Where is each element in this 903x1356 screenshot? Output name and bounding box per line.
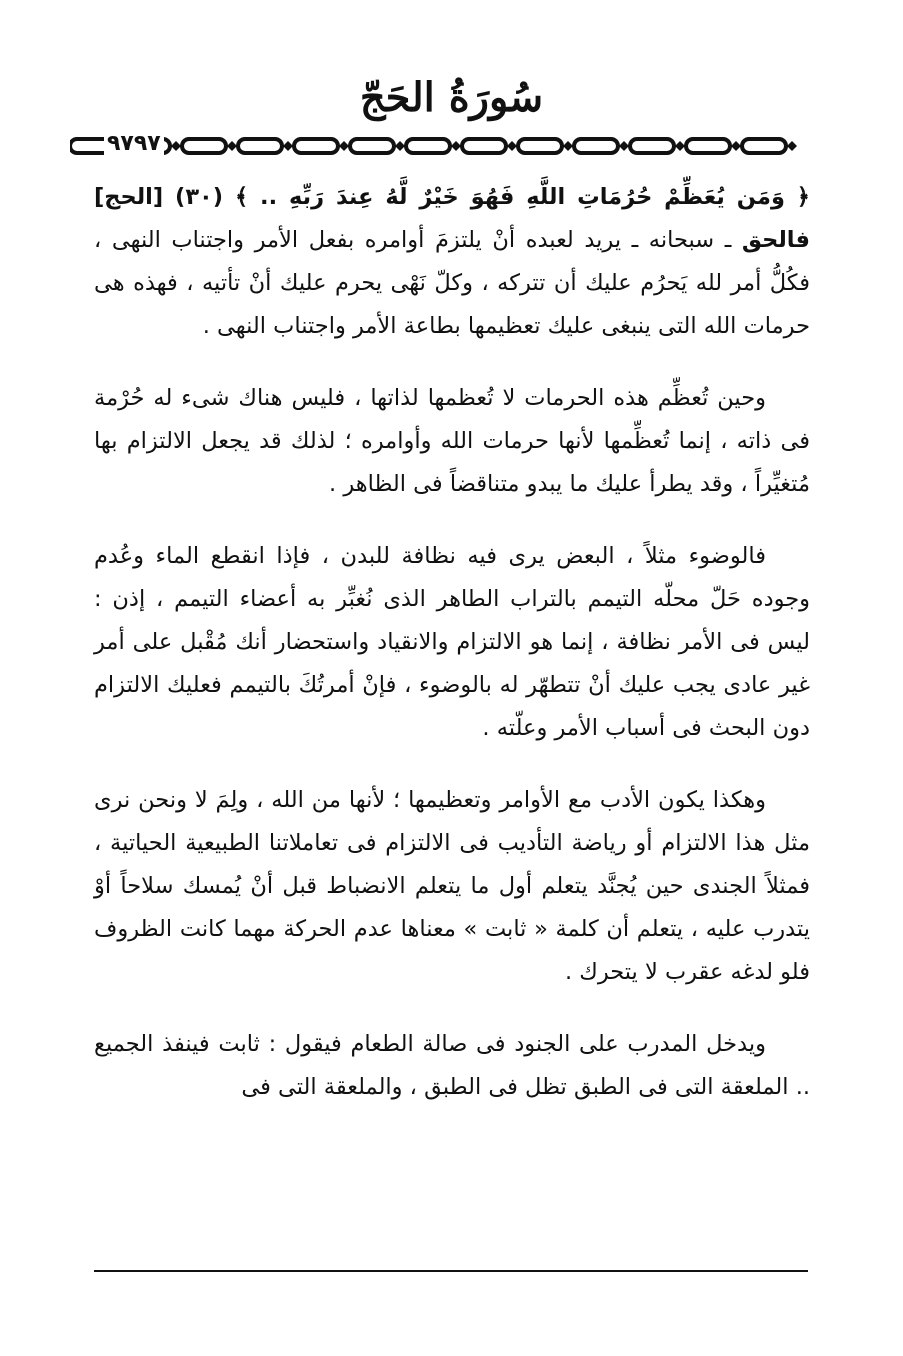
footer-rule <box>94 1270 808 1272</box>
header-ornament <box>70 126 830 166</box>
paragraph: ـ سبحانه ـ يريد لعبده أنْ يلتزمَ أوامره بفعل الأمر واجتناب النهى ، فكُلُّ أمر لله يَحرُم عليك أن تتركه ، وكلّ نَهْى يحرم عليك أنْ تأتيه ، فهذه هى حرمات الله التى ينبغى عليك تعظيمها بطاعة الأمر واجتناب النهى . <box>94 227 810 339</box>
page-number: ٩٧٩٧ <box>104 131 164 156</box>
paragraph: ويدخل المدرب على الجنود فى صالة الطعام فيقول : ثابت فينفذ الجميع .. الملعقة التى فى الطبق تظل فى الطبق ، والملعقة التى فى <box>94 1031 810 1100</box>
chain-ornament-icon <box>70 126 830 166</box>
surah-title: سُورَةُ الحَجّ <box>359 74 544 121</box>
paragraph: وحين تُعظِّم هذه الحرمات لا تُعظمها لذاتها ، فليس هناك شىء له حُرْمة فى ذاته ، إنما تُعظِّمها لأنها حرمات الله وأوامره ؛ لذلك قد يجعل الالتزام بها مُتغيِّراً ، وقد يطرأ عليك ما يبدو متناقضاً فى الظاهر . <box>94 385 810 497</box>
paragraph: فالوضوء مثلاً ، البعض يرى فيه نظافة للبدن ، فإذا انقطع الماء وعُدم وجوده حَلّ محلّه التيمم بالتراب الطاهر الذى نُغبِّر به أعضاء التيمم ، إذن : ليس فى الأمر نظافة ، إنما هو الالتزام والانقياد واستحضار أنك مُقْبل على أمر غير عادى يجب عليك أنْ تتطهّر له بالوضوء ، فإنْ أمرتُكَ بالتيمم فعليك الالتزام دون البحث فى أسباب الأمر وعلّته . <box>94 543 810 741</box>
verse-paragraph <box>94 176 810 348</box>
paragraph: وهكذا يكون الأدب مع الأوامر وتعظيمها ؛ لأنها من الله ، ولِمَ لا ونحن نرى مثل هذا الالتزام أو رياضة التأديب فى الالتزام فى تعاملاتنا الطبيعية الحياتية ، فمثلاً الجندى حين يُجنَّد يتعلم أول ما يتعلم الانضباط قبل أنْ يُمسك سلاحاً أوْ يتدرب عليه ، يتعلم أن كلمة « ثابت » معناها عدم الحركة مهما كانت الظروف فلو لدغه عقرب لا يتحرك . <box>94 787 810 985</box>
page-body <box>94 176 810 1138</box>
verse-line: ﴿ وَمَن يُعَظِّمْ حُرُمَاتِ اللَّهِ فَهُوَ خَيْرٌ لَّهُ عِندَ رَبِّهِ .. ﴾ (٣٠) [الحج] فالحق <box>94 184 810 253</box>
